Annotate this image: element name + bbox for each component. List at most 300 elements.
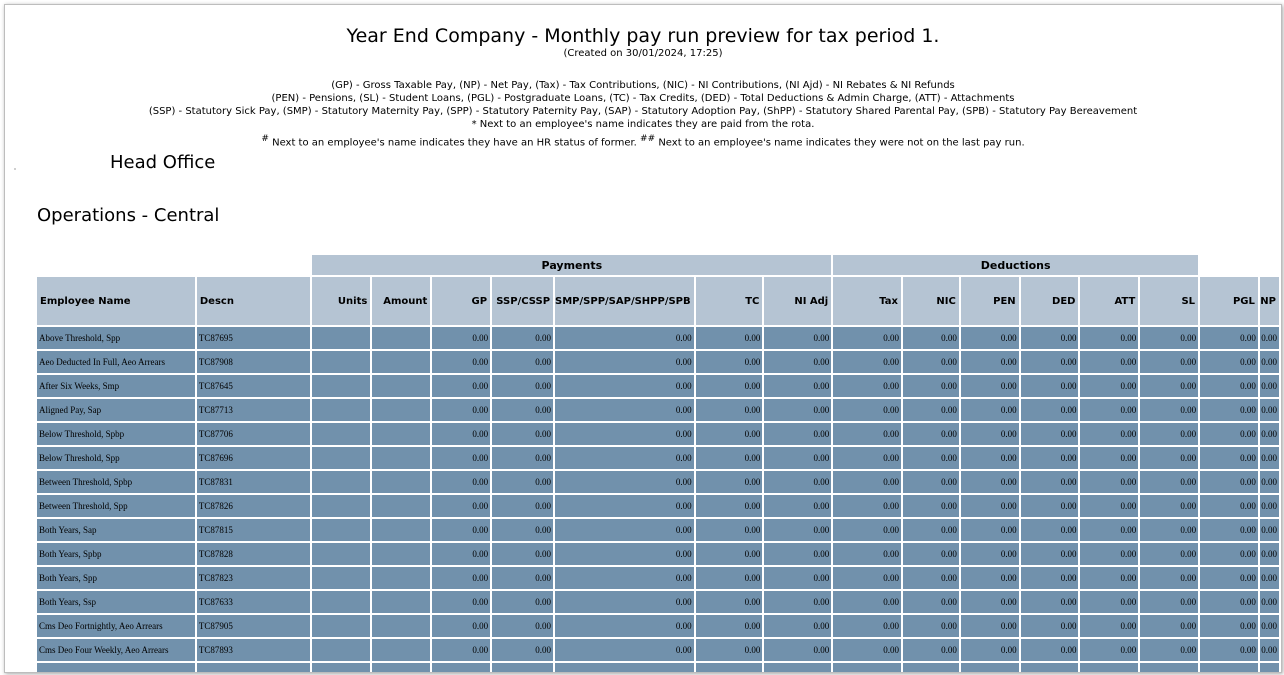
column-header-att: ATT bbox=[1080, 277, 1138, 325]
ded-cell: 0.00 bbox=[1021, 591, 1079, 613]
nic-cell: 0.00 bbox=[903, 399, 959, 421]
nic-cell: 0.00 bbox=[903, 447, 959, 469]
gp-cell: 0.00 bbox=[432, 471, 490, 493]
descn-cell: TC87893 bbox=[197, 639, 311, 661]
ni-adj-cell: 0.00 bbox=[764, 447, 831, 469]
att-cell bbox=[1080, 663, 1138, 673]
units-cell bbox=[312, 423, 370, 445]
descn-cell: TC87908 bbox=[197, 351, 311, 373]
table-row bbox=[37, 327, 1279, 349]
ded-cell: 0.00 bbox=[1021, 567, 1079, 589]
tc-cell: 0.00 bbox=[696, 543, 763, 565]
descn-cell: TC87905 bbox=[197, 615, 311, 637]
table-row bbox=[37, 639, 1279, 661]
employee-name-cell: Between Threshold, Spp bbox=[37, 495, 195, 517]
ded-cell: 0.00 bbox=[1021, 471, 1079, 493]
gp-cell: 0.00 bbox=[432, 423, 490, 445]
amount-cell bbox=[372, 519, 430, 541]
employee-name-cell: Both Years, Sap bbox=[37, 519, 195, 541]
descn-cell: TC87713 bbox=[197, 399, 311, 421]
ni-adj-cell: 0.00 bbox=[764, 519, 831, 541]
sl-cell: 0.00 bbox=[1140, 567, 1198, 589]
gp-cell: 0.00 bbox=[432, 615, 490, 637]
sl-cell: 0.00 bbox=[1140, 447, 1198, 469]
units-cell bbox=[312, 495, 370, 517]
att-cell: 0.00 bbox=[1080, 543, 1138, 565]
pen-cell: 0.00 bbox=[961, 399, 1019, 421]
smp-spp-sap-shpp-spb-cell: 0.00 bbox=[555, 591, 694, 613]
sl-cell: 0.00 bbox=[1140, 351, 1198, 373]
table-row bbox=[37, 375, 1279, 397]
descn-cell: TC87633 bbox=[197, 591, 311, 613]
tax-cell: 0.00 bbox=[833, 351, 901, 373]
office-heading: Head Office bbox=[110, 152, 216, 173]
ssp-cssp-cell: 0.00 bbox=[492, 399, 553, 421]
ni-adj-cell: 0.00 bbox=[764, 471, 831, 493]
department-heading: Operations - Central bbox=[37, 205, 220, 226]
att-cell: 0.00 bbox=[1080, 639, 1138, 661]
stray-mark bbox=[14, 168, 16, 170]
att-cell: 0.00 bbox=[1080, 375, 1138, 397]
gp-cell: 0.00 bbox=[432, 447, 490, 469]
ded-cell: 0.00 bbox=[1021, 423, 1079, 445]
column-header-sl: SL bbox=[1140, 277, 1198, 325]
gp-cell: 0.00 bbox=[432, 639, 490, 661]
np-cell: 0.00 bbox=[1260, 471, 1279, 493]
gp-cell: 0.00 bbox=[432, 351, 490, 373]
pen-cell: 0.00 bbox=[961, 471, 1019, 493]
att-cell: 0.00 bbox=[1080, 591, 1138, 613]
nic-cell: 0.00 bbox=[903, 375, 959, 397]
amount-cell bbox=[372, 543, 430, 565]
tax-cell: 0.00 bbox=[833, 471, 901, 493]
employee-name-cell: Both Years, Ssp bbox=[37, 591, 195, 613]
smp-spp-sap-shpp-spb-cell: 0.00 bbox=[555, 447, 694, 469]
att-cell: 0.00 bbox=[1080, 567, 1138, 589]
np-cell: 0.00 bbox=[1260, 519, 1279, 541]
ssp-cssp-cell: 0.00 bbox=[492, 375, 553, 397]
tc-cell: 0.00 bbox=[696, 351, 763, 373]
smp-spp-sap-shpp-spb-cell: 0.00 bbox=[555, 615, 694, 637]
amount-cell bbox=[372, 615, 430, 637]
tc-cell: 0.00 bbox=[696, 519, 763, 541]
units-cell bbox=[312, 327, 370, 349]
legend-line-4: * Next to an employee's name indicates they are paid from the rota. bbox=[471, 119, 815, 130]
ni-adj-cell: 0.00 bbox=[764, 399, 831, 421]
tax-cell: 0.00 bbox=[833, 639, 901, 661]
tax-cell: 0.00 bbox=[833, 375, 901, 397]
pgl-cell: 0.00 bbox=[1200, 567, 1258, 589]
ded-cell: 0.00 bbox=[1021, 399, 1079, 421]
tax-cell bbox=[833, 663, 901, 673]
gp-cell: 0.00 bbox=[432, 375, 490, 397]
ded-cell: 0.00 bbox=[1021, 447, 1079, 469]
pen-cell: 0.00 bbox=[961, 423, 1019, 445]
tc-cell: 0.00 bbox=[696, 399, 763, 421]
group-header-row bbox=[37, 255, 1279, 275]
ded-cell bbox=[1021, 663, 1079, 673]
descn-cell: TC87828 bbox=[197, 543, 311, 565]
descn-cell: TC87826 bbox=[197, 495, 311, 517]
sl-cell: 0.00 bbox=[1140, 495, 1198, 517]
ssp-cssp-cell: 0.00 bbox=[492, 471, 553, 493]
ded-cell: 0.00 bbox=[1021, 639, 1079, 661]
nic-cell: 0.00 bbox=[903, 543, 959, 565]
nic-cell: 0.00 bbox=[903, 639, 959, 661]
np-cell: 0.00 bbox=[1260, 639, 1279, 661]
pay-run-table bbox=[35, 253, 1281, 673]
pen-cell: 0.00 bbox=[961, 591, 1019, 613]
descn-cell: TC87695 bbox=[197, 327, 311, 349]
ssp-cssp-cell: 0.00 bbox=[492, 639, 553, 661]
column-header-tax: Tax bbox=[833, 277, 901, 325]
column-header-row bbox=[37, 277, 1279, 325]
amount-cell bbox=[372, 639, 430, 661]
gp-cell: 0.00 bbox=[432, 543, 490, 565]
column-header-pen: PEN bbox=[961, 277, 1019, 325]
ni-adj-cell bbox=[764, 663, 831, 673]
ni-adj-cell: 0.00 bbox=[764, 375, 831, 397]
ded-cell: 0.00 bbox=[1021, 495, 1079, 517]
units-cell bbox=[312, 399, 370, 421]
pen-cell: 0.00 bbox=[961, 375, 1019, 397]
att-cell: 0.00 bbox=[1080, 519, 1138, 541]
tax-cell: 0.00 bbox=[833, 399, 901, 421]
sl-cell: 0.00 bbox=[1140, 423, 1198, 445]
amount-cell bbox=[372, 567, 430, 589]
gp-cell: 0.00 bbox=[432, 327, 490, 349]
tax-cell: 0.00 bbox=[833, 327, 901, 349]
tc-cell: 0.00 bbox=[696, 447, 763, 469]
att-cell: 0.00 bbox=[1080, 327, 1138, 349]
column-header-smp-spp-sap-shpp-spb: SMP/SPP/SAP/SHPP/SPB bbox=[555, 277, 694, 325]
ssp-cssp-cell: 0.00 bbox=[492, 591, 553, 613]
sl-cell: 0.00 bbox=[1140, 615, 1198, 637]
not-last-note: Next to an employee's name indicates they were not on the last pay run. bbox=[655, 137, 1025, 149]
tc-cell: 0.00 bbox=[696, 567, 763, 589]
np-cell: 0.00 bbox=[1260, 399, 1279, 421]
pen-cell: 0.00 bbox=[961, 519, 1019, 541]
tax-cell: 0.00 bbox=[833, 447, 901, 469]
sl-cell: 0.00 bbox=[1140, 639, 1198, 661]
gp-cell: 0.00 bbox=[432, 495, 490, 517]
descn-cell: TC87815 bbox=[197, 519, 311, 541]
gp-cell: 0.00 bbox=[432, 399, 490, 421]
smp-spp-sap-shpp-spb-cell: 0.00 bbox=[555, 519, 694, 541]
pgl-cell: 0.00 bbox=[1200, 519, 1258, 541]
table-row bbox=[37, 471, 1279, 493]
ni-adj-cell: 0.00 bbox=[764, 327, 831, 349]
ni-adj-cell: 0.00 bbox=[764, 351, 831, 373]
ssp-cssp-cell: 0.00 bbox=[492, 351, 553, 373]
descn-cell: TC87706 bbox=[197, 423, 311, 445]
nic-cell bbox=[903, 663, 959, 673]
pen-cell: 0.00 bbox=[961, 639, 1019, 661]
tax-cell: 0.00 bbox=[833, 591, 901, 613]
descn-cell: TC87645 bbox=[197, 375, 311, 397]
ni-adj-cell: 0.00 bbox=[764, 495, 831, 517]
pgl-cell: 0.00 bbox=[1200, 543, 1258, 565]
pgl-cell: 0.00 bbox=[1200, 591, 1258, 613]
column-header-gp: GP bbox=[432, 277, 490, 325]
pgl-cell: 0.00 bbox=[1200, 351, 1258, 373]
tc-cell: 0.00 bbox=[696, 471, 763, 493]
report-page bbox=[4, 4, 1282, 673]
att-cell: 0.00 bbox=[1080, 471, 1138, 493]
group-spacer bbox=[37, 255, 310, 275]
descn-cell bbox=[197, 663, 311, 673]
tax-cell: 0.00 bbox=[833, 519, 901, 541]
units-cell bbox=[312, 591, 370, 613]
nic-cell: 0.00 bbox=[903, 471, 959, 493]
tc-cell: 0.00 bbox=[696, 639, 763, 661]
np-cell: 0.00 bbox=[1260, 447, 1279, 469]
units-cell bbox=[312, 615, 370, 637]
employee-name-cell: Both Years, Spbp bbox=[37, 543, 195, 565]
amount-cell bbox=[372, 663, 430, 673]
ni-adj-cell: 0.00 bbox=[764, 543, 831, 565]
ni-adj-cell: 0.00 bbox=[764, 615, 831, 637]
amount-cell bbox=[372, 591, 430, 613]
sl-cell bbox=[1140, 663, 1198, 673]
np-cell: 0.00 bbox=[1260, 375, 1279, 397]
table-row bbox=[37, 399, 1279, 421]
ded-cell: 0.00 bbox=[1021, 543, 1079, 565]
att-cell: 0.00 bbox=[1080, 399, 1138, 421]
table-row bbox=[37, 567, 1279, 589]
amount-cell bbox=[372, 399, 430, 421]
tax-cell: 0.00 bbox=[833, 615, 901, 637]
tax-cell: 0.00 bbox=[833, 543, 901, 565]
column-header-pgl: PGL bbox=[1200, 277, 1258, 325]
smp-spp-sap-shpp-spb-cell: 0.00 bbox=[555, 375, 694, 397]
units-cell bbox=[312, 351, 370, 373]
np-cell bbox=[1260, 663, 1279, 673]
smp-spp-sap-shpp-spb-cell: 0.00 bbox=[555, 327, 694, 349]
legend-line-5 bbox=[5, 133, 1281, 149]
gp-cell bbox=[432, 663, 490, 673]
pgl-cell: 0.00 bbox=[1200, 639, 1258, 661]
employee-name-cell: Both Years, Spp bbox=[37, 567, 195, 589]
pen-cell: 0.00 bbox=[961, 495, 1019, 517]
amount-cell bbox=[372, 375, 430, 397]
former-symbol: # bbox=[261, 134, 269, 144]
pen-cell: 0.00 bbox=[961, 447, 1019, 469]
gp-cell: 0.00 bbox=[432, 567, 490, 589]
tax-cell: 0.00 bbox=[833, 495, 901, 517]
descn-cell: TC87831 bbox=[197, 471, 311, 493]
nic-cell: 0.00 bbox=[903, 519, 959, 541]
table-row bbox=[37, 495, 1279, 517]
column-header-ded: DED bbox=[1021, 277, 1079, 325]
employee-name-cell: Below Threshold, Spbp bbox=[37, 423, 195, 445]
tc-cell: 0.00 bbox=[696, 327, 763, 349]
payments-group-header: Payments bbox=[312, 255, 831, 275]
pgl-cell: 0.00 bbox=[1200, 327, 1258, 349]
sl-cell: 0.00 bbox=[1140, 375, 1198, 397]
descn-cell: TC87696 bbox=[197, 447, 311, 469]
table-row bbox=[37, 663, 1279, 673]
amount-cell bbox=[372, 495, 430, 517]
nic-cell: 0.00 bbox=[903, 495, 959, 517]
employee-name-cell: Aligned Pay, Sap bbox=[37, 399, 195, 421]
column-header-ssp-cssp: SSP/CSSP bbox=[492, 277, 553, 325]
np-cell: 0.00 bbox=[1260, 423, 1279, 445]
pgl-cell: 0.00 bbox=[1200, 447, 1258, 469]
ssp-cssp-cell: 0.00 bbox=[492, 327, 553, 349]
sl-cell: 0.00 bbox=[1140, 471, 1198, 493]
employee-name-cell: After Six Weeks, Smp bbox=[37, 375, 195, 397]
tc-cell bbox=[696, 663, 763, 673]
table-row bbox=[37, 447, 1279, 469]
ni-adj-cell: 0.00 bbox=[764, 591, 831, 613]
ni-adj-cell: 0.00 bbox=[764, 639, 831, 661]
units-cell bbox=[312, 519, 370, 541]
amount-cell bbox=[372, 447, 430, 469]
legend-line-3: (SSP) - Statutory Sick Pay, (SMP) - Statutory Maternity Pay, (SPP) - Statutory Paternity Pay, (SAP) - Statutory Adoption Pay, (ShPP) - Statutory Shared Parental Pay, (SPB) - Statutory Pay Bereavement bbox=[148, 106, 1138, 117]
smp-spp-sap-shpp-spb-cell: 0.00 bbox=[555, 423, 694, 445]
pgl-cell: 0.00 bbox=[1200, 471, 1258, 493]
units-cell bbox=[312, 543, 370, 565]
pgl-cell: 0.00 bbox=[1200, 375, 1258, 397]
smp-spp-sap-shpp-spb-cell: 0.00 bbox=[555, 567, 694, 589]
sl-cell: 0.00 bbox=[1140, 543, 1198, 565]
att-cell: 0.00 bbox=[1080, 495, 1138, 517]
table-row bbox=[37, 615, 1279, 637]
tc-cell: 0.00 bbox=[696, 375, 763, 397]
table-row bbox=[37, 351, 1279, 373]
pgl-cell bbox=[1200, 663, 1258, 673]
employee-name-cell: Cms Deo Fortnightly, Aeo Arrears bbox=[37, 615, 195, 637]
tc-cell: 0.00 bbox=[696, 423, 763, 445]
column-header-nic: NIC bbox=[903, 277, 959, 325]
np-cell: 0.00 bbox=[1260, 327, 1279, 349]
units-cell bbox=[312, 663, 370, 673]
table-row bbox=[37, 543, 1279, 565]
sl-cell: 0.00 bbox=[1140, 399, 1198, 421]
pen-cell: 0.00 bbox=[961, 567, 1019, 589]
np-cell: 0.00 bbox=[1260, 567, 1279, 589]
tax-cell: 0.00 bbox=[833, 567, 901, 589]
units-cell bbox=[312, 375, 370, 397]
sl-cell: 0.00 bbox=[1140, 591, 1198, 613]
smp-spp-sap-shpp-spb-cell: 0.00 bbox=[555, 543, 694, 565]
nic-cell: 0.00 bbox=[903, 423, 959, 445]
nic-cell: 0.00 bbox=[903, 351, 959, 373]
ssp-cssp-cell: 0.00 bbox=[492, 495, 553, 517]
tc-cell: 0.00 bbox=[696, 615, 763, 637]
tax-cell: 0.00 bbox=[833, 423, 901, 445]
legend-line-1: (GP) - Gross Taxable Pay, (NP) - Net Pay, (Tax) - Tax Contributions, (NIC) - NI Contributions, (NI Ajd) - NI Rebates & NI Refunds bbox=[331, 80, 955, 91]
smp-spp-sap-shpp-spb-cell: 0.00 bbox=[555, 471, 694, 493]
employee-name-cell: Between Threshold, Spbp bbox=[37, 471, 195, 493]
nic-cell: 0.00 bbox=[903, 567, 959, 589]
pgl-cell: 0.00 bbox=[1200, 423, 1258, 445]
att-cell: 0.00 bbox=[1080, 351, 1138, 373]
pgl-cell: 0.00 bbox=[1200, 615, 1258, 637]
table-row bbox=[37, 591, 1279, 613]
amount-cell bbox=[372, 327, 430, 349]
table-row bbox=[37, 423, 1279, 445]
column-header-tc: TC bbox=[696, 277, 763, 325]
amount-cell bbox=[372, 471, 430, 493]
former-note: Next to an employee's name indicates they have an HR status of former. bbox=[268, 137, 641, 149]
ded-cell: 0.00 bbox=[1021, 327, 1079, 349]
pgl-cell: 0.00 bbox=[1200, 399, 1258, 421]
table-body bbox=[37, 327, 1279, 673]
column-header-descn: Descn bbox=[197, 277, 311, 325]
units-cell bbox=[312, 567, 370, 589]
amount-cell bbox=[372, 423, 430, 445]
column-header-employee-name: Employee Name bbox=[37, 277, 195, 325]
ssp-cssp-cell bbox=[492, 663, 553, 673]
column-header-amount: Amount bbox=[372, 277, 430, 325]
report-title: Year End Company - Monthly pay run preview for tax period 1. bbox=[346, 25, 940, 47]
ssp-cssp-cell: 0.00 bbox=[492, 519, 553, 541]
sl-cell: 0.00 bbox=[1140, 519, 1198, 541]
employee-name-cell bbox=[37, 663, 195, 673]
column-header-ni-adj: NI Adj bbox=[764, 277, 831, 325]
units-cell bbox=[312, 639, 370, 661]
tc-cell: 0.00 bbox=[696, 591, 763, 613]
pen-cell: 0.00 bbox=[961, 615, 1019, 637]
np-cell: 0.00 bbox=[1260, 591, 1279, 613]
att-cell: 0.00 bbox=[1080, 615, 1138, 637]
units-cell bbox=[312, 447, 370, 469]
smp-spp-sap-shpp-spb-cell: 0.00 bbox=[555, 639, 694, 661]
nic-cell: 0.00 bbox=[903, 327, 959, 349]
np-cell: 0.00 bbox=[1260, 351, 1279, 373]
smp-spp-sap-shpp-spb-cell bbox=[555, 663, 694, 673]
smp-spp-sap-shpp-spb-cell: 0.00 bbox=[555, 495, 694, 517]
column-header-units: Units bbox=[312, 277, 370, 325]
gp-cell: 0.00 bbox=[432, 591, 490, 613]
amount-cell bbox=[372, 351, 430, 373]
pgl-cell: 0.00 bbox=[1200, 495, 1258, 517]
created-timestamp: (Created on 30/01/2024, 17:25) bbox=[563, 48, 723, 59]
pen-cell: 0.00 bbox=[961, 543, 1019, 565]
ssp-cssp-cell: 0.00 bbox=[492, 447, 553, 469]
ded-cell: 0.00 bbox=[1021, 615, 1079, 637]
legend-line-2: (PEN) - Pensions, (SL) - Student Loans, (PGL) - Postgraduate Loans, (TC) - Tax Credits, (DED) - Total Deductions & Admin Charge, (ATT) - Attachments bbox=[271, 93, 1015, 104]
units-cell bbox=[312, 471, 370, 493]
np-cell: 0.00 bbox=[1260, 495, 1279, 517]
ded-cell: 0.00 bbox=[1021, 351, 1079, 373]
ssp-cssp-cell: 0.00 bbox=[492, 567, 553, 589]
np-cell: 0.00 bbox=[1260, 543, 1279, 565]
table-row bbox=[37, 519, 1279, 541]
smp-spp-sap-shpp-spb-cell: 0.00 bbox=[555, 399, 694, 421]
att-cell: 0.00 bbox=[1080, 423, 1138, 445]
pen-cell bbox=[961, 663, 1019, 673]
ni-adj-cell: 0.00 bbox=[764, 423, 831, 445]
ssp-cssp-cell: 0.00 bbox=[492, 543, 553, 565]
ssp-cssp-cell: 0.00 bbox=[492, 423, 553, 445]
ded-cell: 0.00 bbox=[1021, 375, 1079, 397]
descn-cell: TC87823 bbox=[197, 567, 311, 589]
employee-name-cell: Above Threshold, Spp bbox=[37, 327, 195, 349]
not-last-symbol: ## bbox=[640, 134, 656, 144]
employee-name-cell: Cms Deo Four Weekly, Aeo Arrears bbox=[37, 639, 195, 661]
group-spacer bbox=[1200, 255, 1279, 275]
sl-cell: 0.00 bbox=[1140, 327, 1198, 349]
pen-cell: 0.00 bbox=[961, 327, 1019, 349]
gp-cell: 0.00 bbox=[432, 519, 490, 541]
tc-cell: 0.00 bbox=[696, 495, 763, 517]
nic-cell: 0.00 bbox=[903, 591, 959, 613]
np-cell: 0.00 bbox=[1260, 615, 1279, 637]
smp-spp-sap-shpp-spb-cell: 0.00 bbox=[555, 351, 694, 373]
